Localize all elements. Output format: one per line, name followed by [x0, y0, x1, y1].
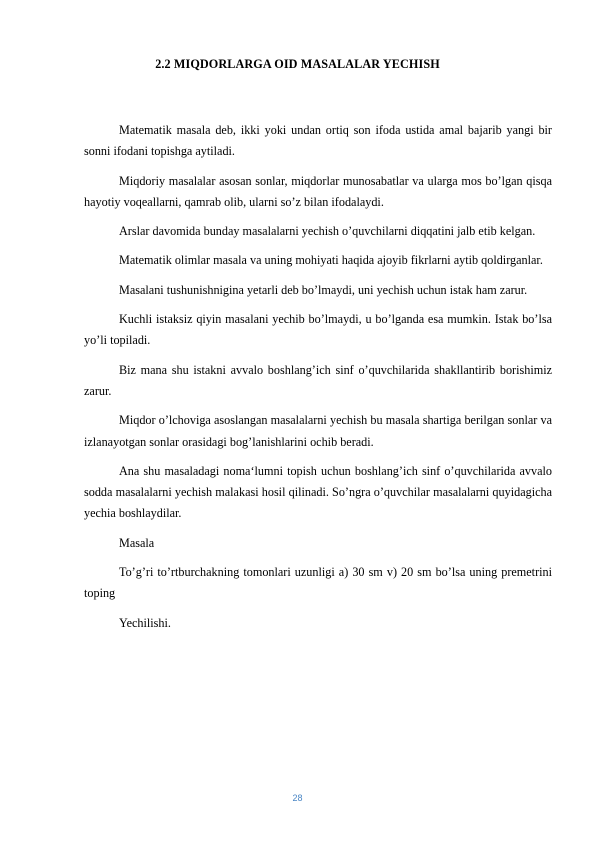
- problem-statement: To’g’ri to’rtburchakning tomonlari uzunligi a) 30 sm v) 20 sm bo’lsa uning premetrini toping: [84, 565, 552, 601]
- paragraph: Miqdoriy masalalar asosan sonlar, miqdorlar munosabatlar va ularga mos bo’lgan qisqa hayotiy voqeallarni, qamrab olib, ularni so’z bilan ifodalaydi.: [84, 173, 552, 209]
- paragraph: Miqdor o’lchoviga asoslangan masalalarni yechish bu masala shartiga berilgan sonlar va izlanayotgan sonlar orasidagi bog’lanishlarini ochib beradi.: [84, 413, 552, 449]
- paragraph: Arslar davomida bunday masalalarni yechish o’quvchilarni diqqatini jalb etib kelgan.: [119, 224, 536, 239]
- page-number: 28: [292, 793, 303, 803]
- section-heading: 2.2 MIQDORLARGA OID MASALALAR YECHISH: [155, 57, 440, 71]
- paragraph: Kuchli istaksiz qiyin masalani yechib bo’lmaydi, u bo’lganda esa mumkin. Istak bo’lsa yo’li topiladi.: [84, 312, 552, 348]
- solution-label: Yechilishi.: [119, 615, 171, 630]
- paragraph: Biz mana shu istakni avvalo boshlang’ich sinf o’quvchilarida shakllantirib borishimiz zarur.: [84, 362, 552, 398]
- paragraph: Ana shu masaladagi noma‘lumni topish uchun boshlang’ich sinf o’quvchilarida avvalo sodda masalalarni yechish malakasi hosil qilinadi. So’ngra o’quvchilar masalalarni quyidagicha yechia boshlaydilar.: [84, 463, 552, 521]
- paragraph: Matematik olimlar masala va uning mohiyati haqida ajoyib fikrlarni aytib qoldirganlar.: [119, 253, 543, 268]
- body-text: [84, 120, 552, 642]
- paragraph: Matematik masala deb, ikki yoki undan ortiq son ifoda ustida amal bajarib yangi bir sonni ifodani topishga aytiladi.: [84, 123, 552, 159]
- paragraph: Masalani tushunishnigina yetarli deb bo’lmaydi, uni yechish uchun istak ham zarur.: [119, 282, 528, 297]
- problem-label: Masala: [119, 535, 155, 550]
